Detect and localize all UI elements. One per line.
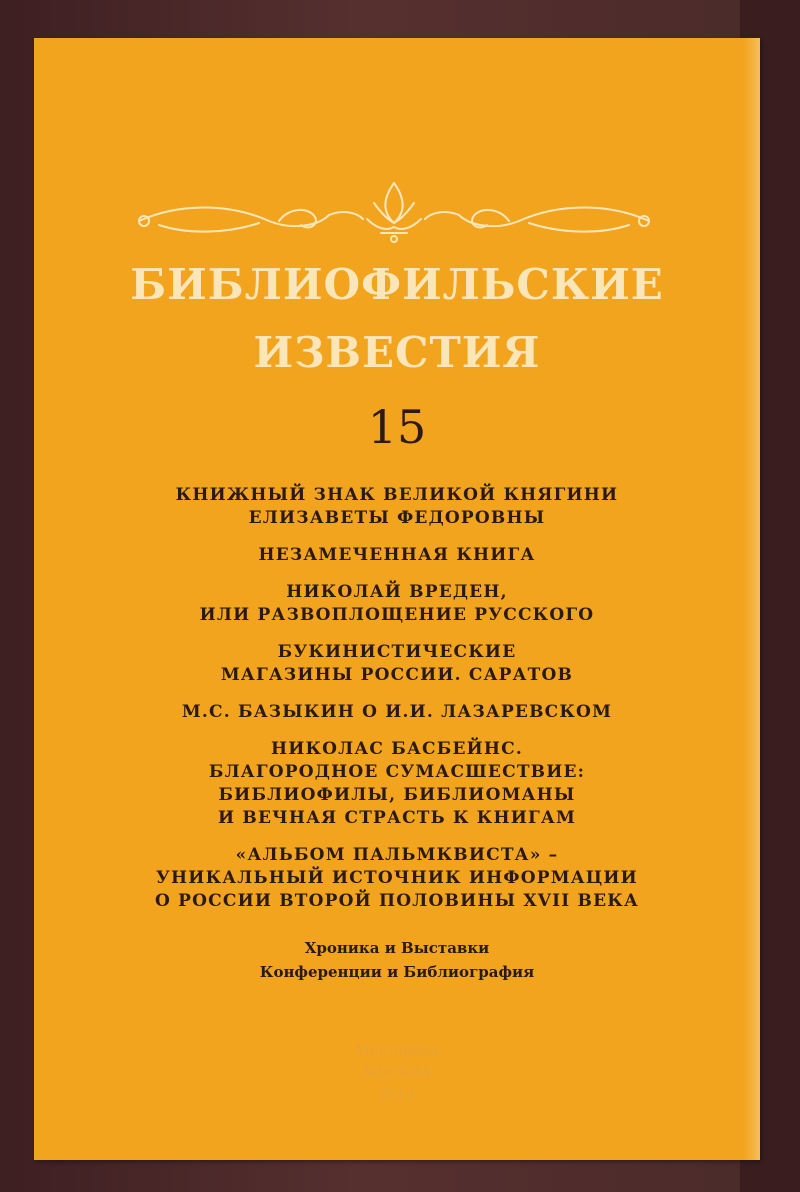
contents-entry-line: КНИЖНЫЙ ЗНАК ВЕЛИКОЙ КНЯГИНИ [175,485,619,505]
contents-entry [34,844,760,913]
contents-entry-line: НИКОЛАС БАСБЕЙНС. [270,739,524,759]
contents-entry-line: «АЛЬБОМ ПАЛЬМКВИСТА» – [235,845,559,865]
publisher-name: Мистерион [355,1043,439,1059]
section-line: Хроника и Выставки [304,939,490,957]
section-line: Конференции и Библиография [259,963,535,981]
contents-entry-line: БУКИНИСТИЧЕСКИЕ [277,642,517,662]
contents-entry [34,738,760,830]
contents-entry [34,701,760,724]
contents-entry-line: ЕЛИЗАВЕТЫ ФЕДОРОВНЫ [248,508,546,528]
sections-list [34,936,760,984]
issue-number: 15 [367,400,427,454]
publication-year: 2012 [379,1087,415,1103]
contents-entry-line: О РОССИИ ВТОРОЙ ПОЛОВИНЫ XVII ВЕКА [154,891,639,911]
contents-entry-line: НЕЗАМЕЧЕННАЯ КНИГА [258,545,536,565]
ornament-flourish-icon [119,173,669,253]
contents-entry-line: М.С. БАЗЫКИН О И.И. ЛАЗАРЕВСКОМ [181,702,613,722]
journal-title-line1: БИБЛИОФИЛЬСКИЕ [130,260,664,309]
contents-entry-line: УНИКАЛЬНЫЙ ИСТОЧНИК ИНФОРМАЦИИ [156,868,638,888]
contents-entry [34,544,760,567]
contents-entry-line: ИЛИ РАЗВОПЛОЩЕНИЕ РУССКОГО [199,605,595,625]
contents-entry [34,641,760,687]
publisher-city: МОСКВА [362,1065,432,1081]
table-of-contents [34,484,760,927]
publisher-imprint [34,1040,760,1106]
book-cover [34,38,760,1160]
journal-title-line2: ИЗВЕСТИЯ [253,328,541,377]
contents-entry-line: И ВЕЧНАЯ СТРАСТЬ К КНИГАМ [218,808,576,828]
contents-entry [34,484,760,530]
contents-entry-line: МАГАЗИНЫ РОССИИ. САРАТОВ [220,665,574,685]
contents-entry-line: НИКОЛАЙ ВРЕДЕН, [286,582,508,602]
contents-entry-line: БИБЛИОФИЛЫ, БИБЛИОМАНЫ [218,785,576,805]
contents-entry-line: БЛАГОРОДНОЕ СУМАСШЕСТВИЕ: [208,762,586,782]
contents-entry [34,581,760,627]
